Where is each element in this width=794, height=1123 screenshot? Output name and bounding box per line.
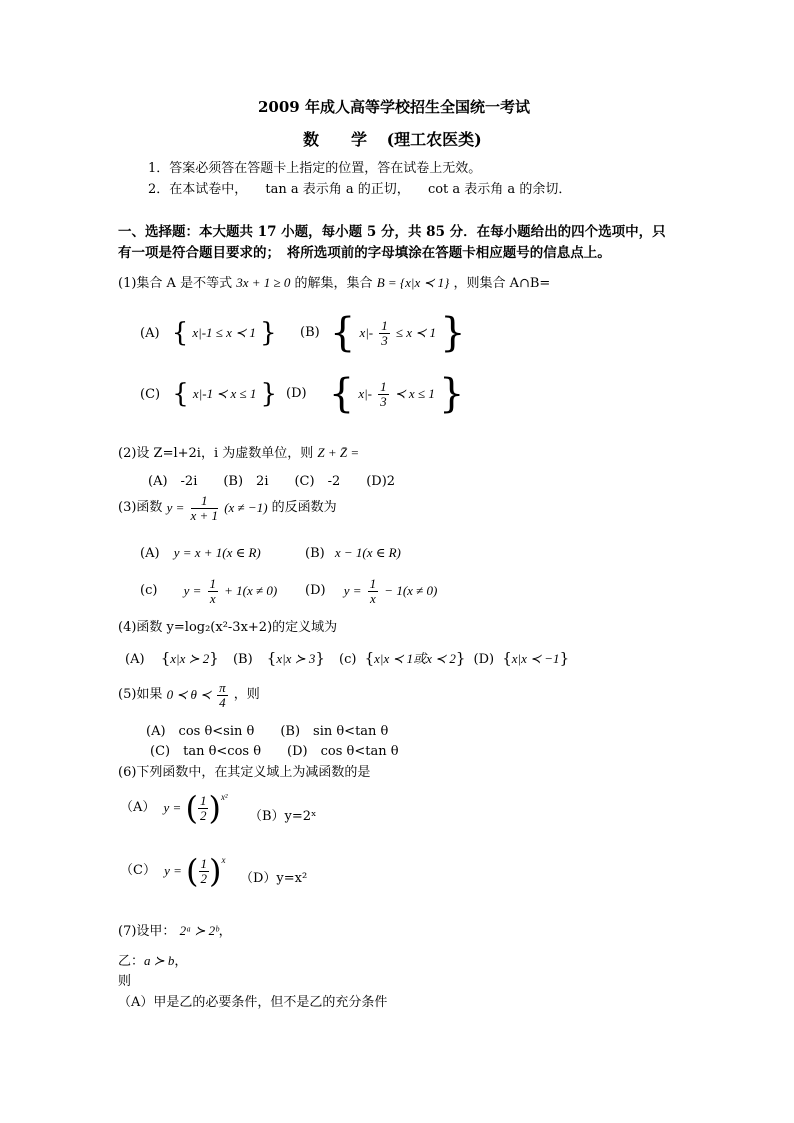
option-a-body: x|x ≻ 2 (170, 651, 210, 666)
question-7-yi-comma: ， (174, 954, 188, 969)
numerator: 1 (381, 317, 388, 333)
left-brace: { (172, 379, 189, 409)
right-brace: } (260, 318, 277, 348)
option-a-label: (A) (125, 652, 145, 667)
section-heading-line-1: 一、选择题：本大题共 17 小题，每小题 5 分，共 85 分．在每小题给出的四个选项中，只 (118, 224, 666, 240)
denominator: 3 (380, 393, 387, 409)
fraction (368, 577, 379, 605)
question-5-text-b: ，则 (233, 687, 260, 703)
option-y: y = (164, 863, 182, 879)
option-body: x|-1 ≺ x ≤ 1 (192, 385, 257, 401)
fraction (379, 319, 390, 347)
fraction (217, 681, 228, 709)
exponent: x (221, 855, 226, 865)
right-paren: ) (208, 789, 221, 827)
question-2-options: (A) -2i (B) 2i (C) -2 (D)2 (148, 474, 396, 489)
option-label: (B) (305, 546, 325, 561)
option-label: (D) (286, 386, 307, 402)
question-7-yi (118, 953, 187, 970)
question-7-condition-jia: 2ᵃ ≻ 2ᵇ (179, 923, 219, 938)
section-heading-line-2: 有一项是符合题目要求的； 将所选项前的字母填涂在答题卡相应题号的信息点上。 (118, 245, 611, 261)
option-body: x|-1 ≤ x ≺ 1 (192, 324, 256, 340)
question-1-inequality: 3x + 1 ≥ 0 (236, 275, 291, 290)
denominator: 2 (199, 807, 207, 823)
question-6-option-a (120, 789, 228, 827)
question-1-set-b: B = {x|x ≺ 1} (376, 275, 450, 290)
question-3-option-a (140, 545, 261, 562)
option-body-post: − 1(x ≠ 0) (384, 583, 438, 599)
question-5-options-ab: (A) cos θ<sin θ (B) sin θ<tan θ (146, 724, 389, 739)
denominator: 4 (219, 694, 226, 710)
option-label: (D) (305, 583, 326, 599)
option-label: (B) (300, 325, 320, 341)
fraction (191, 494, 219, 522)
option-body-pre: y = (343, 583, 362, 599)
question-7-condition-yi: a ≻ b (144, 953, 175, 968)
option-b-body: x|x ≻ 3 (276, 651, 316, 666)
question-7-then: 则 (118, 974, 132, 989)
question-6-option-b: （B）y=2ˣ (249, 809, 317, 824)
right-brace: } (440, 310, 466, 356)
numerator: 1 (191, 494, 219, 509)
question-3-option-c (140, 577, 277, 605)
left-brace: { (329, 310, 356, 356)
right-brace: } (455, 649, 466, 667)
question-5-inequality: 0 ≺ θ ≺ (166, 687, 211, 703)
numerator: 1 (369, 576, 377, 591)
denominator: 3 (381, 332, 388, 348)
question-3-stem (118, 494, 337, 522)
fraction (198, 794, 209, 822)
question-1-text-a: (1)集合 A 是不等式 (118, 276, 233, 291)
exponent: x² (220, 792, 228, 802)
left-brace: { (160, 649, 171, 667)
question-7-option-a: （A）甲是乙的必要条件，但不是乙的充分条件 (118, 995, 388, 1010)
option-body: x − 1(x ∈ R) (334, 545, 401, 560)
question-7-text-a: (7)设甲： (118, 924, 176, 939)
question-6-stem: (6)下列函数中，在其定义域上为减函数的是 (118, 765, 371, 780)
right-brace: } (209, 649, 219, 667)
subject-name: 数 学 (303, 130, 368, 149)
question-1-option-a (140, 320, 277, 346)
question-2-text: (2)设 Z=l+2i，i 为虚数单位，则 (118, 446, 314, 461)
left-brace: { (502, 649, 512, 667)
question-2-expression: Z + Z̄ = (317, 445, 360, 460)
option-body-pre: y = (183, 583, 202, 599)
instruction-2-intro: 2．在本试卷中， (148, 182, 248, 197)
question-1-option-d (286, 371, 465, 417)
right-brace: } (315, 649, 325, 667)
right-brace: } (260, 379, 278, 409)
numerator: π (219, 680, 226, 695)
option-body-pre: x|- (359, 325, 374, 341)
question-7-text-b: ， (218, 924, 232, 939)
exam-title: 2009 年成人高等学校招生全国统一考试 (258, 98, 530, 116)
option-label: (c) (140, 583, 158, 599)
question-5-text-a: (5)如果 (118, 687, 163, 703)
option-label: (C) (140, 386, 161, 402)
numerator: 1 (209, 576, 217, 591)
question-3-option-d (305, 577, 437, 605)
option-c-body: x|x ≺ 1或x ≺ 2 (374, 651, 456, 666)
instruction-2-cot: cot a 表示角 a 的余切． (427, 182, 572, 197)
numerator: 1 (199, 792, 207, 808)
fraction (199, 857, 210, 885)
question-6-option-c (120, 852, 226, 890)
question-3-text-a: (3)函数 (118, 500, 163, 516)
option-body-post: ≤ x ≺ 1 (395, 325, 436, 341)
right-paren: ) (209, 852, 222, 890)
question-5-stem (118, 681, 260, 709)
option-body-post: + 1(x ≠ 0) (224, 583, 278, 599)
left-brace: { (266, 649, 277, 667)
option-label: （C） (120, 863, 156, 879)
numerator: 1 (200, 855, 208, 871)
question-1-text-b: 的解集，集合 (294, 276, 373, 291)
numerator: 1 (380, 378, 387, 394)
left-brace: { (171, 318, 189, 348)
question-3-y: y = (166, 500, 185, 516)
denominator: x (209, 590, 216, 606)
left-brace: { (328, 371, 355, 417)
denominator: x + 1 (190, 507, 219, 523)
question-7-stem (118, 923, 232, 940)
question-3-option-b (305, 545, 401, 562)
option-d-body: x|x ≺ −1 (511, 651, 560, 666)
option-label: （A） (120, 800, 156, 816)
question-1-option-b (300, 310, 466, 356)
subject-type: (理工农医类) (386, 130, 482, 149)
denominator: x (370, 590, 376, 606)
question-3-text-b: 的反函数为 (271, 500, 337, 516)
option-label: (A) (140, 546, 160, 561)
right-brace: } (559, 649, 570, 667)
right-brace: } (438, 371, 465, 417)
question-2-stem (118, 445, 359, 462)
left-paren: ( (185, 789, 198, 827)
fraction (208, 577, 219, 605)
instruction-2-tan: tan a 表示角 a 的正切， (265, 182, 410, 197)
option-y: y = (163, 800, 182, 816)
question-3-condition: (x ≠ −1) (224, 500, 268, 516)
question-1-stem (118, 275, 550, 292)
question-5-options-cd: (C) tan θ<cos θ (D) cos θ<tan θ (150, 744, 399, 759)
subject-title (303, 130, 482, 149)
option-body: y = x + 1(x ∈ R) (173, 545, 261, 560)
question-7-yi-label: 乙： (118, 954, 145, 969)
left-brace: { (364, 649, 375, 667)
option-b-label: (B) (232, 652, 253, 667)
question-1-text-c: ，则集合 A∩B= (453, 276, 551, 291)
question-4-stem: (4)函数 y=log₂(x²-3x+2)的定义域为 (118, 620, 338, 635)
instruction-1: 1．答案必须答在答题卡上指定的位置，答在试卷上无效。 (148, 161, 482, 176)
denominator: 2 (200, 870, 208, 886)
option-label: (A) (140, 325, 160, 341)
fraction (378, 380, 389, 408)
instruction-2 (148, 182, 571, 198)
option-body-post: ≺ x ≤ 1 (394, 386, 435, 402)
question-6-option-d: （D）y=x² (240, 871, 308, 886)
left-paren: ( (186, 852, 199, 890)
question-4-options (125, 649, 569, 668)
question-1-option-c (140, 381, 277, 407)
option-body-pre: x|- (358, 386, 372, 402)
option-c-label: (c) (339, 652, 357, 667)
option-d-label: (D) (473, 652, 495, 667)
